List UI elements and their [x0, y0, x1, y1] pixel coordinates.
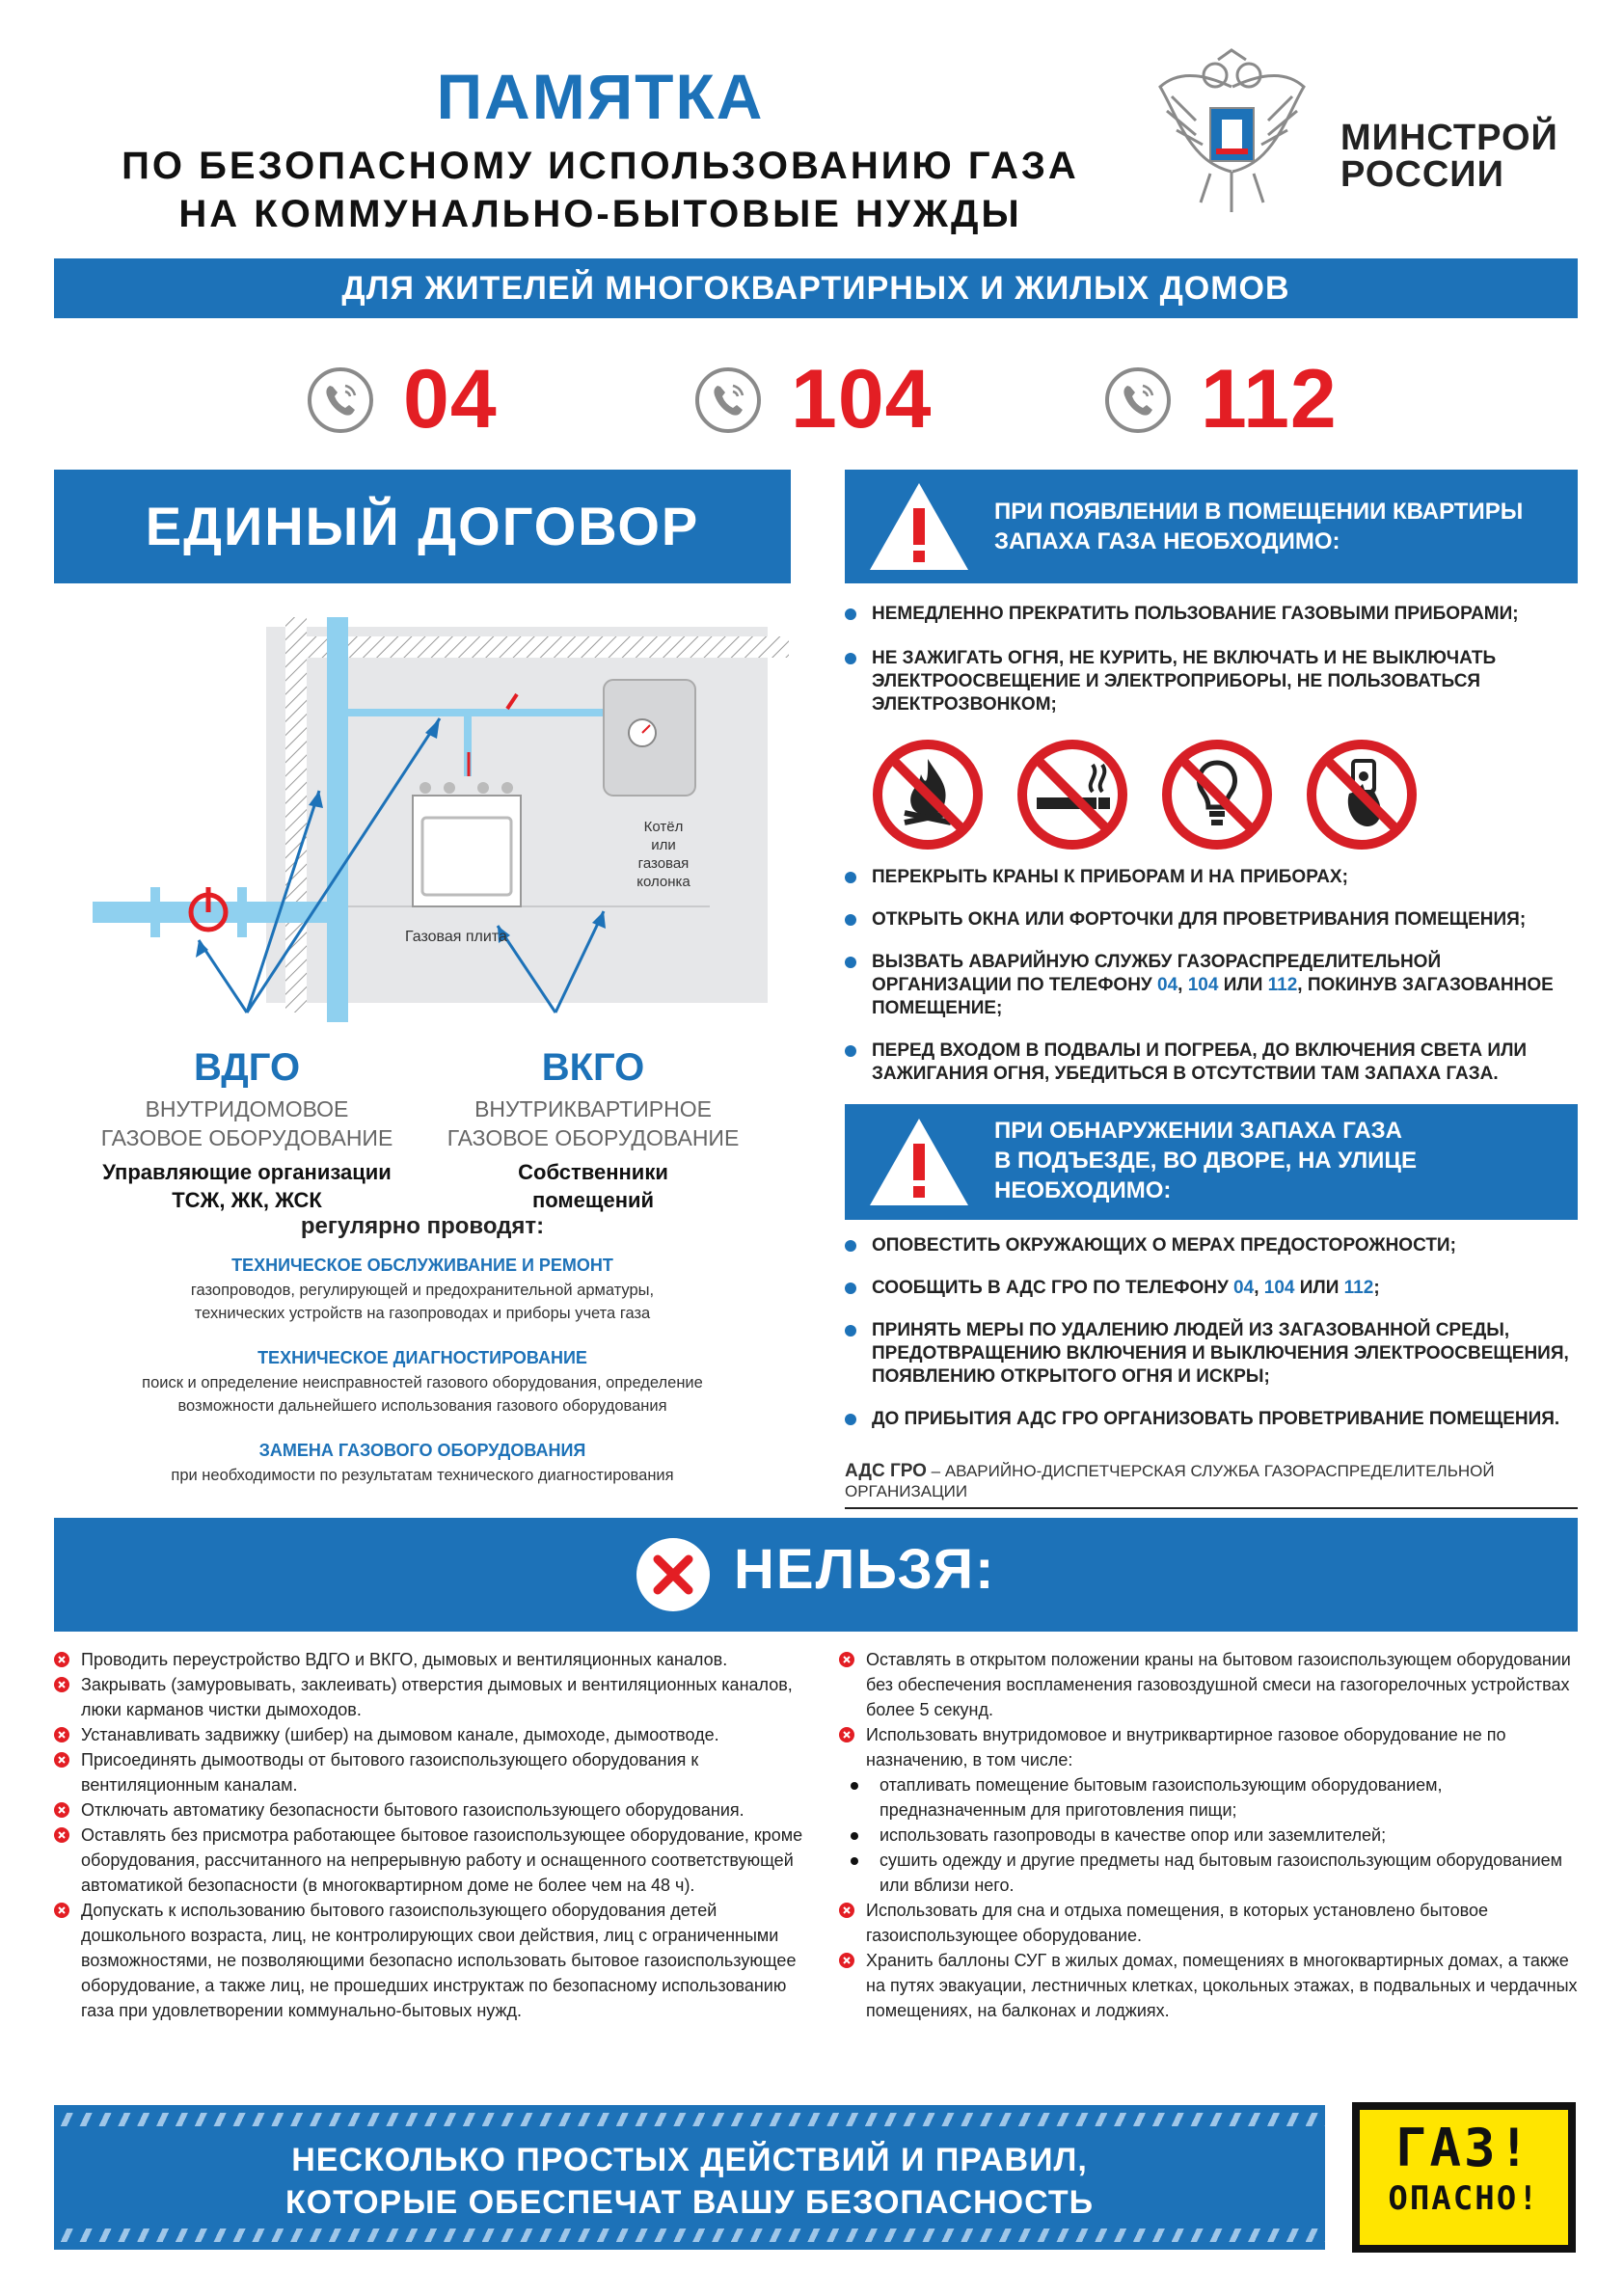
- alert-apartment-header: ПРИ ПОЯВЛЕНИИ В ПОМЕЩЕНИИ КВАРТИРЫ ЗАПАХА ГАЗА НЕОБХОДИМО:: [845, 470, 1578, 583]
- x-circle-icon: [54, 1752, 69, 1768]
- list-sub-item: использовать газопроводы в качестве опор или заземлителей;: [839, 1823, 1578, 1848]
- vdgo-who-line2: ТСЖ, ЖК, ЖСК: [172, 1188, 322, 1212]
- page-subtitle-line1: ПО БЕЗОПАСНОМУ ИСПОЛЬЗОВАНИЮ ГАЗА: [122, 145, 1079, 187]
- service-desc: газопроводов, регулирующей и предохранительной арматуры, технических устройств на газопроводах и приборы учета газа: [190, 1282, 655, 1322]
- forbidden-title: НЕЛЬЗЯ:: [734, 1538, 996, 1601]
- list-item: Использовать для сна и отдыха помещения, в которых установлено бытовое газоиспользующее оборудование.: [839, 1898, 1578, 1948]
- list-item: Оставлять в открытом положении краны на бытовом газоиспользующем оборудовании без обеспечения воспламенения газовоздушной смеси на газогорелочных устройствах более 5 секунд.: [839, 1647, 1578, 1722]
- x-circle-icon: [54, 1727, 69, 1742]
- page-subtitle-line2: НА КОММУНАЛЬНО-БЫТОВЫЕ НУЖДЫ: [178, 193, 1022, 235]
- phone-icon: [1104, 366, 1172, 434]
- phone-number: 04: [403, 353, 498, 446]
- apartment-actions-list: [845, 603, 1578, 716]
- list-item: Присоединять дымоотводы от бытового газоиспользующего оборудования к вентиляционным каналам.: [54, 1747, 816, 1797]
- hazard-stripes-top: [54, 2113, 1325, 2126]
- x-circle-icon: [839, 1903, 854, 1918]
- close-icon: [635, 1536, 712, 1613]
- x-circle-icon: [54, 1652, 69, 1667]
- vdgo-desc-line2: ГАЗОВОЕ ОБОРУДОВАНИЕ: [100, 1125, 393, 1150]
- gas-sign-line1: ГАЗ!: [1394, 2118, 1533, 2178]
- list-item: Проводить переустройство ВДГО и ВКГО, дымовых и вентиляционных каналов.: [54, 1647, 816, 1672]
- list-item: ПРИНЯТЬ МЕРЫ ПО УДАЛЕНИЮ ЛЮДЕЙ ИЗ ЗАГАЗОВАННОЙ СРЕДЫ, ПРЕДОТВРАЩЕНИЮ ВКЛЮЧЕНИЯ И ВЫКЛЮЧЕНИЯ ЭЛЕКТРООСВЕЩЕНИЯ, ПОЯВЛЕНИЮ ОТКРЫТОГО ОГНЯ И ИСКРЫ;: [845, 1319, 1578, 1389]
- ministry-name-line2: РОССИИ: [1340, 154, 1504, 195]
- residents-banner: ДЛЯ ЖИТЕЛЕЙ МНОГОКВАРТИРНЫХ И ЖИЛЫХ ДОМОВ: [54, 258, 1578, 318]
- list-item: Хранить баллоны СУГ в жилых домах, помещениях в многоквартирных домах, а также на путях эвакуации, лестничных клетках, цокольных этажах, в подвальных и чердачных помещениях, на балконах и лоджиях.: [839, 1948, 1578, 2023]
- gas-equipment-diagram: [54, 598, 791, 1022]
- x-circle-icon: [54, 1677, 69, 1692]
- footer-banner: [54, 2105, 1325, 2250]
- list-sub-item: сушить одежду и другие предметы над бытовым газоиспользующим оборудованием или вблизи него.: [839, 1848, 1578, 1898]
- contract-section-title: ЕДИНЫЙ ДОГОВОР: [54, 470, 791, 583]
- service-desc: при необходимости по результатам технического диагностирования: [171, 1467, 674, 1484]
- no-fire-icon: [871, 738, 985, 851]
- list-item: ОТКРЫТЬ ОКНА ИЛИ ФОРТОЧКИ ДЛЯ ПРОВЕТРИВАНИЯ ПОМЕЩЕНИЯ;: [845, 908, 1578, 932]
- no-light-switch-icon: [1160, 738, 1274, 851]
- x-circle-icon: [54, 1827, 69, 1843]
- list-item: Использовать внутридомовое и внутриквартирное газовое оборудование не по назначению, в том числе:: [839, 1722, 1578, 1772]
- list-item: Допускать к использованию бытового газоиспользующего оборудования детей дошкольного возраста, лиц, не контролирующих свои действия, лиц с ограниченными возможностями, не позволяющими безопасно использовать бытовое газоиспользующее оборудование, а также лиц, не прошедших инструктаж по безопасному использованию газа при удовлетворении коммунально-бытовых нужд.: [54, 1898, 816, 2023]
- phone-icon: [307, 366, 374, 434]
- no-doorbell-icon: [1305, 738, 1419, 851]
- list-item: ОПОВЕСТИТЬ ОКРУЖАЮЩИХ О МЕРАХ ПРЕДОСТОРОЖНОСТИ;: [845, 1234, 1578, 1257]
- service-title: ТЕХНИЧЕСКОЕ ОБСЛУЖИВАНИЕ И РЕМОНТ: [231, 1256, 613, 1275]
- service-desc: поиск и определение неисправностей газового оборудования, определение возможности дальнейшего использования газового оборудования: [142, 1374, 703, 1415]
- boiler-label: Котёл или газовая колонка: [636, 819, 690, 890]
- hazard-stripes-bottom: [54, 2228, 1325, 2242]
- warning-triangle-icon: [866, 479, 972, 574]
- list-item: НЕ ЗАЖИГАТЬ ОГНЯ, НЕ КУРИТЬ, НЕ ВКЛЮЧАТЬ И НЕ ВЫКЛЮЧАТЬ ЭЛЕКТРООСВЕЩЕНИЕ И ЭЛЕКТРОПРИБОРЫ, НЕ ПОЛЬЗОВАТЬСЯ ЭЛЕКТРОЗВОНКОМ;: [845, 647, 1578, 716]
- list-item: Устанавливать задвижку (шибер) на дымовом канале, дымоходе, дымоотводе.: [54, 1722, 816, 1747]
- apartment-actions-list-2: [845, 866, 1578, 1086]
- forbidden-list-left: [54, 1647, 816, 2023]
- x-circle-icon: [839, 1953, 854, 1968]
- gas-sign-line2: ОПАСНО!: [1388, 2179, 1540, 2218]
- service-title: ЗАМЕНА ГАЗОВОГО ОБОРУДОВАНИЯ: [258, 1441, 586, 1460]
- alert-outdoor-header: ПРИ ОБНАРУЖЕНИИ ЗАПАХА ГАЗА В ПОДЪЕЗДЕ, ВО ДВОРЕ, НА УЛИЦЕ НЕОБХОДИМО:: [845, 1104, 1578, 1220]
- vkgo-who-line1: Собственники: [518, 1160, 668, 1184]
- vkgo-abbr: ВКГО: [541, 1046, 645, 1089]
- vdgo-desc-line1: ВНУТРИДОМОВОЕ: [145, 1096, 349, 1121]
- list-item: Закрывать (замуровывать, заклеивать) отверстия дымовых и вентиляционных каналов, люки карманов чистки дымоходов.: [54, 1672, 816, 1722]
- phone-number: 112: [1201, 353, 1338, 446]
- list-item: ДО ПРИБЫТИЯ АДС ГРО ОРГАНИЗОВАТЬ ПРОВЕТРИВАНИЕ ПОМЕЩЕНИЯ.: [845, 1408, 1578, 1431]
- list-sub-item: отапливать помещение бытовым газоиспользующим оборудованием, предназначенным для приготовления пищи;: [839, 1772, 1578, 1823]
- ministry-name-line1: МИНСТРОЙ: [1340, 118, 1558, 158]
- no-smoking-icon: [1015, 738, 1129, 851]
- footer-line1: НЕСКОЛЬКО ПРОСТЫХ ДЕЙСТВИЙ И ПРАВИЛ,: [291, 2142, 1088, 2178]
- forbidden-banner: [54, 1518, 1578, 1632]
- russian-eagle-emblem-icon: [1152, 48, 1312, 217]
- warning-triangle-icon: [866, 1115, 972, 1209]
- x-circle-icon: [839, 1727, 854, 1742]
- x-circle-icon: [54, 1903, 69, 1918]
- phone-number: 104: [791, 353, 933, 446]
- x-circle-icon: [54, 1802, 69, 1818]
- vkgo-who-line2: помещений: [531, 1188, 655, 1212]
- footer-line2: КОТОРЫЕ ОБЕСПЕЧАТ ВАШУ БЕЗОПАСНОСТЬ: [284, 2184, 1095, 2221]
- stove-label: Газовая плита: [405, 929, 507, 945]
- vdgo-abbr: ВДГО: [193, 1046, 301, 1089]
- ads-abbreviation-note: АДС ГРО – АВАРИЙНО-ДИСПЕТЧЕРСКАЯ СЛУЖБА ГАЗОРАСПРЕДЕЛИТЕЛЬНОЙ ОРГАНИЗАЦИИ: [845, 1461, 1578, 1509]
- vdgo-who-line1: Управляющие организации: [102, 1160, 392, 1184]
- list-item: ПЕРЕД ВХОДОМ В ПОДВАЛЫ И ПОГРЕБА, ДО ВКЛЮЧЕНИЯ СВЕТА ИЛИ ЗАЖИГАНИЯ ОГНЯ, УБЕДИТЬСЯ В ОТСУТСТВИИ ТАМ ЗАПАХА ГАЗА.: [845, 1040, 1578, 1086]
- phone-icon: [694, 366, 762, 434]
- gas-danger-sign: [1352, 2102, 1576, 2253]
- list-item-call-emergency: ВЫЗВАТЬ АВАРИЙНУЮ СЛУЖБУ ГАЗОРАСПРЕДЕЛИТЕЛЬНОЙ ОРГАНИЗАЦИИ ПО ТЕЛЕФОНУ 04, 104 ИЛИ 112, ПОКИНУВ ЗАГАЗОВАННОЕ ПОМЕЩЕНИЕ;: [845, 951, 1578, 1020]
- regularly-label: регулярно проводят:: [300, 1213, 545, 1239]
- list-item: Оставлять без присмотра работающее бытовое газоиспользующее оборудование, кроме оборудования, рассчитанного на непрерывную работу и оснащенного соответствующей автоматикой безопасности (в многоквартирном доме не более чем на 48 ч).: [54, 1823, 816, 1898]
- list-item: НЕМЕДЛЕННО ПРЕКРАТИТЬ ПОЛЬЗОВАНИЕ ГАЗОВЫМИ ПРИБОРАМИ;: [845, 603, 1578, 626]
- vkgo-desc-line2: ГАЗОВОЕ ОБОРУДОВАНИЕ: [447, 1125, 740, 1150]
- list-item: Отключать автоматику безопасности бытового газоиспользующего оборудования.: [54, 1797, 816, 1823]
- page-title: ПАМЯТКА: [436, 61, 765, 132]
- x-circle-icon: [839, 1652, 854, 1667]
- list-item: ПЕРЕКРЫТЬ КРАНЫ К ПРИБОРАМ И НА ПРИБОРАХ;: [845, 866, 1578, 889]
- service-title: ТЕХНИЧЕСКОЕ ДИАГНОСТИРОВАНИЕ: [257, 1348, 587, 1367]
- forbidden-list-right: [839, 1647, 1578, 2023]
- vkgo-desc-line1: ВНУТРИКВАРТИРНОЕ: [474, 1096, 712, 1121]
- outdoor-actions-list: [845, 1234, 1578, 1431]
- list-item-report-ads: СООБЩИТЬ В АДС ГРО ПО ТЕЛЕФОНУ 04, 104 ИЛИ 112;: [845, 1277, 1578, 1300]
